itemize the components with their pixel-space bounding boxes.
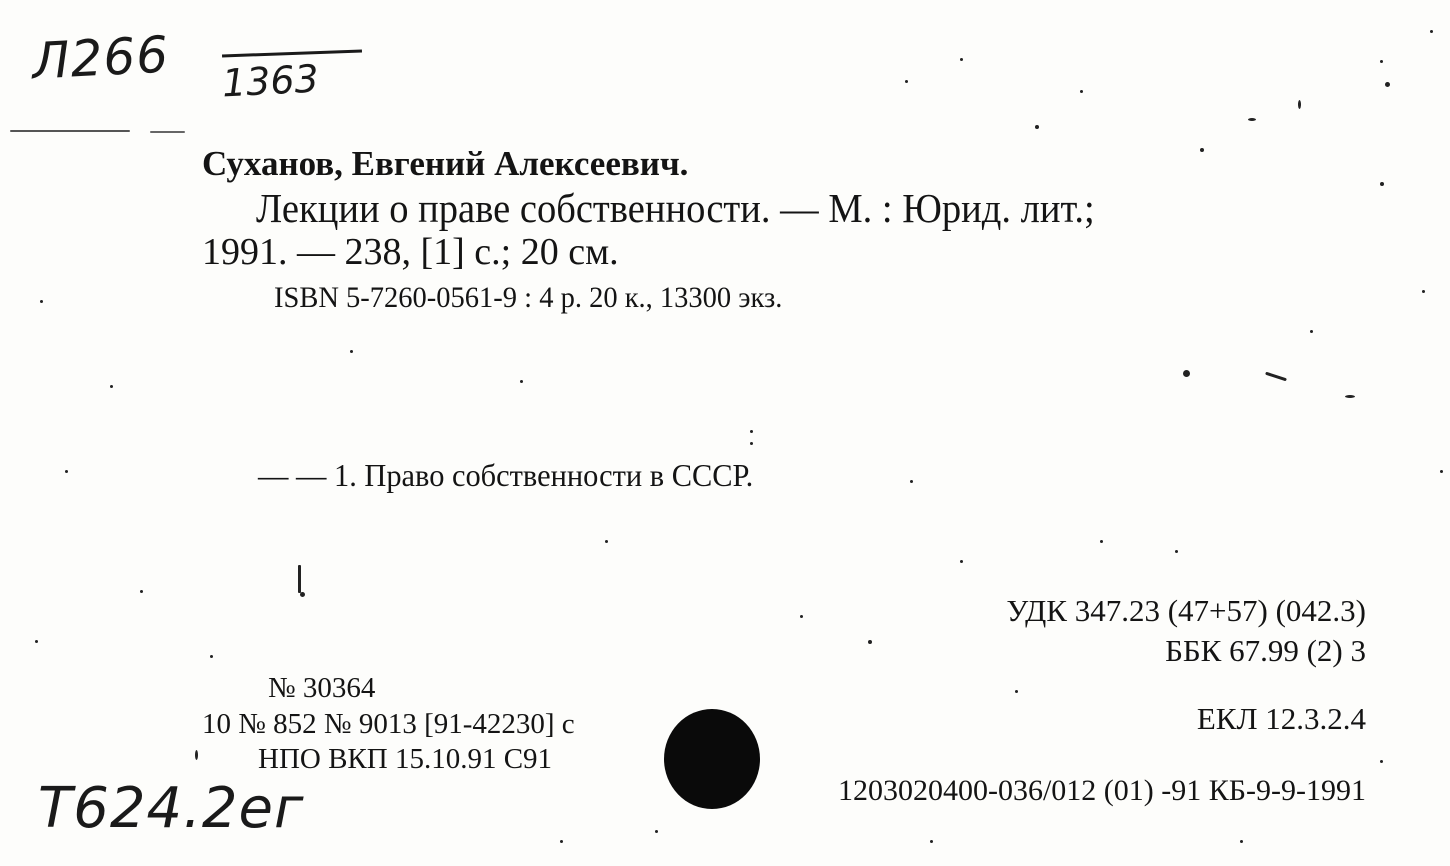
isbn-line: ISBN 5-7260-0561-9 : 4 р. 20 к., 13300 экз. — [274, 281, 783, 314]
shelfmark: Л266 — [30, 25, 171, 91]
shelfmark-sub: 1363 — [220, 56, 320, 106]
punch-hole — [664, 709, 760, 809]
publication-code: 1203020400-036/012 (01) -91 КБ-9-9-1991 — [837, 774, 1366, 807]
inventory-number: Т624.2ег — [38, 776, 305, 841]
subject-heading: — — 1. Право собственности в СССР. — [258, 457, 754, 493]
udk-code: УДК 347.23 (47+57) (042.3) — [1006, 593, 1366, 628]
print-line-3: НПО ВКП 15.10.91 С91 — [258, 743, 553, 775]
print-line-2: 10 № 852 № 9013 [91-42230] с — [202, 708, 575, 740]
title-line-2: 1991. — 238, [1] с.; 20 см. — [202, 231, 619, 273]
bbk-code: ББК 67.99 (2) 3 — [1165, 633, 1366, 668]
author-heading: Суханов, Евгений Алексеевич. — [202, 144, 689, 183]
title-line-1: Лекции о праве собственности. — М. : Юрид. лит.; — [256, 185, 1095, 231]
order-number: № 30364 — [268, 672, 376, 704]
ekl-code: ЕКЛ 12.3.2.4 — [1196, 701, 1366, 736]
shelfmark-fraction-line — [222, 50, 362, 58]
